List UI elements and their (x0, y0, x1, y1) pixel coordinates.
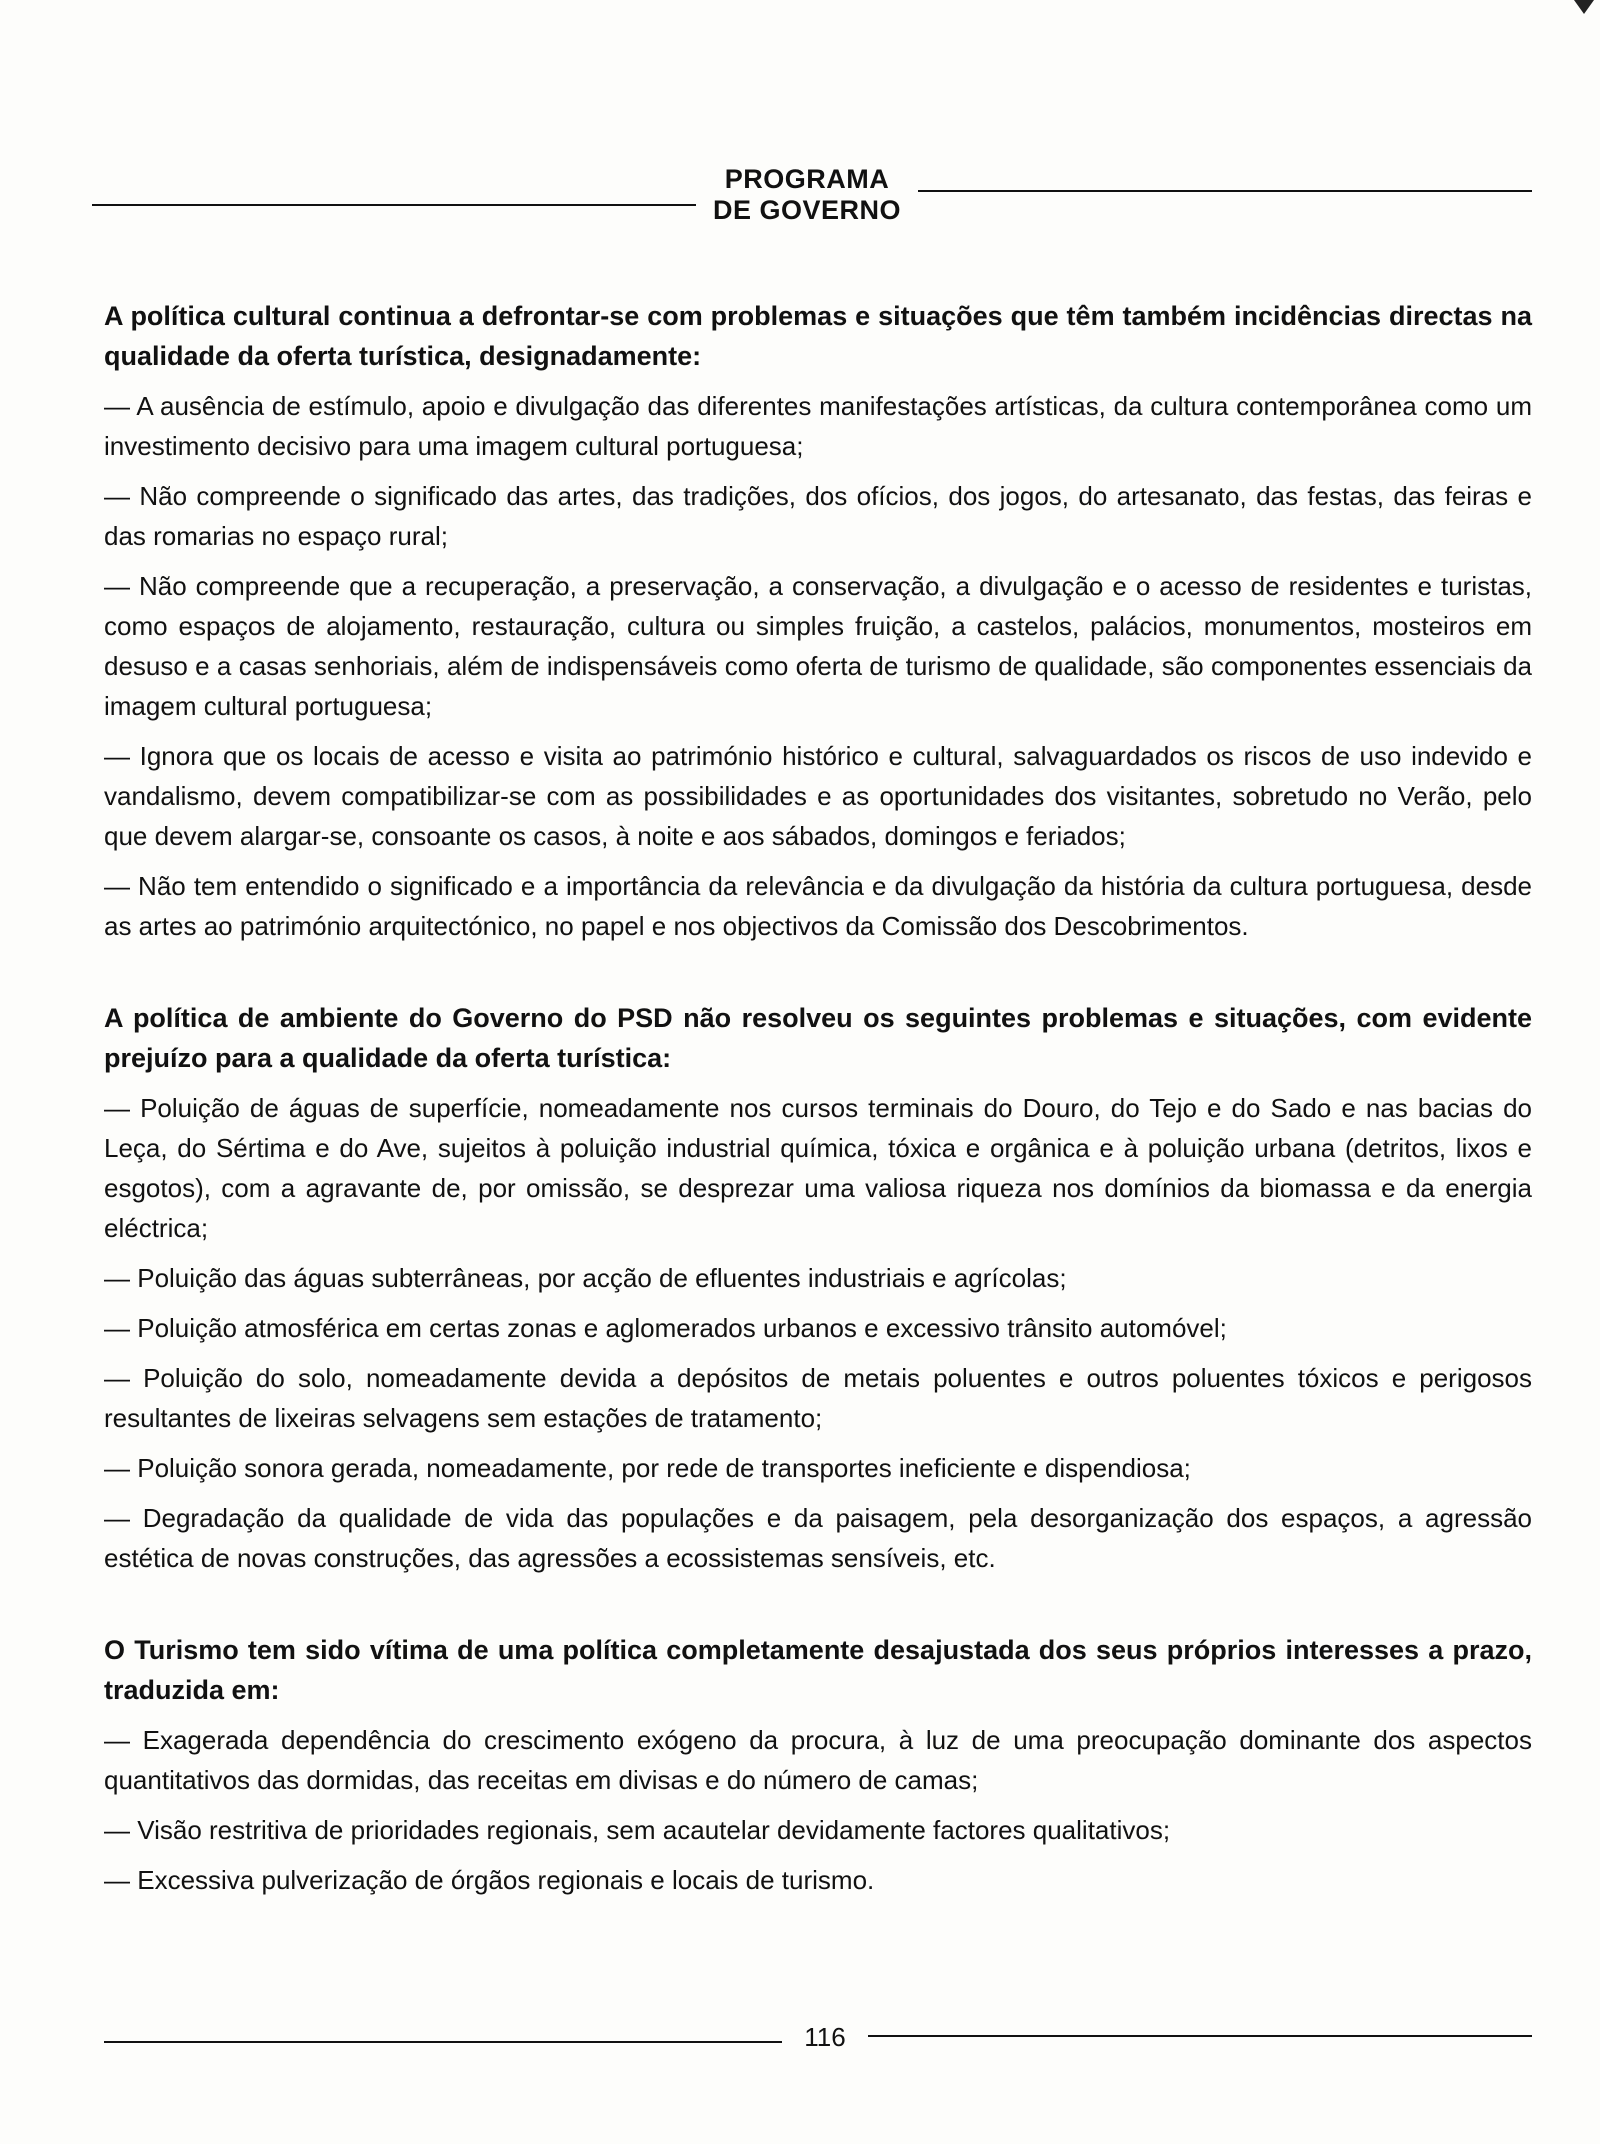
section-environment-policy (104, 998, 1532, 1578)
page-number: 116 (804, 2022, 846, 2052)
list-item: — Não compreende que a recuperação, a preservação, a conservação, a divulgação e o acesso de residentes e turistas, como espaços de alojamento, restauração, cultura ou simples fruição, a castelos, palácios, monumentos, mosteiros em desuso e a casas senhoriais, além de indispensáveis como oferta de turismo de qualidade, são componentes essenciais da imagem cultural portuguesa; (104, 571, 1532, 721)
footer-rule-right (868, 2035, 1532, 2037)
page-footer (104, 2020, 1532, 2060)
section-intro: A política de ambiente do Governo do PSD não resolveu os seguintes problemas e situações, com evidente prejuízo para a qualidade da oferta turística: (104, 1003, 1532, 1073)
header-rule-left (92, 204, 696, 206)
list-item: — Excessiva pulverização de órgãos regionais e locais de turismo. (104, 1865, 875, 1895)
list-item: — Não compreende o significado das artes, das tradições, dos ofícios, dos jogos, do artesanato, das festas, das feiras e das romarias no espaço rural; (104, 481, 1532, 551)
section-intro: A política cultural continua a defrontar-se com problemas e situações que têm também incidências directas na qualidade da oferta turística, designadamente: (104, 301, 1532, 371)
header-rule-right (918, 190, 1532, 192)
header-title-line-2: DE GOVERNO (712, 195, 902, 225)
list-item: — Poluição das águas subterrâneas, por acção de efluentes industriais e agrícolas; (104, 1263, 1067, 1293)
footer-rule-left (104, 2041, 782, 2043)
section-tourism-policy (104, 1630, 1532, 1900)
list-item: — Poluição sonora gerada, nomeadamente, por rede de transportes ineficiente e dispendiosa; (104, 1453, 1191, 1483)
list-item: — Ignora que os locais de acesso e visita ao património histórico e cultural, salvaguardados os riscos de uso indevido e vandalismo, devem compatibilizar-se com as possibilidades e as oportunidades dos visitantes, sobretudo no Verão, pelo que devem alargar-se, consoante os casos, à noite e aos sábados, domingos e feriados; (104, 741, 1532, 851)
section-intro: O Turismo tem sido vítima de uma política completamente desajustada dos seus próprios interesses a prazo, traduzida em: (104, 1635, 1532, 1705)
page-header (92, 162, 1532, 232)
list-item: — Poluição de águas de superfície, nomeadamente nos cursos terminais do Douro, do Tejo e do Sado e nas bacias do Leça, do Sértima e do Ave, sujeitos à poluição industrial química, tóxica e orgânica e à poluição urbana (detritos, lixos e esgotos), com a agravante de, por omissão, se desprezar uma valiosa riqueza nos domínios da biomassa e da energia eléctrica; (104, 1093, 1532, 1243)
list-item: — Não tem entendido o significado e a importância da relevância e da divulgação da história da cultura portuguesa, desde as artes ao património arquitectónico, no papel e nos objectivos da Comissão dos Descobrimentos. (104, 871, 1532, 941)
corner-mark (1574, 0, 1594, 14)
section-cultural-policy (104, 296, 1532, 946)
document-body (104, 296, 1532, 1910)
list-item: — A ausência de estímulo, apoio e divulgação das diferentes manifestações artísticas, da cultura contemporânea como um investimento decisivo para uma imagem cultural portuguesa; (104, 391, 1532, 461)
list-item: — Exagerada dependência do crescimento exógeno da procura, à luz de uma preocupação dominante dos aspectos quantitativos das dormidas, das receitas em divisas e do número de camas; (104, 1725, 1532, 1795)
header-title (696, 164, 918, 226)
list-item: — Poluição do solo, nomeadamente devida a depósitos de metais poluentes e outros poluentes tóxicos e perigosos resultantes de lixeiras selvagens sem estações de tratamento; (104, 1363, 1532, 1433)
header-title-line-1: PROGRAMA (724, 164, 890, 194)
list-item: — Visão restritiva de prioridades regionais, sem acautelar devidamente factores qualitativos; (104, 1815, 1171, 1845)
list-item: — Degradação da qualidade de vida das populações e da paisagem, pela desorganização dos espaços, a agressão estética de novas construções, das agressões a ecossistemas sensíveis, etc. (104, 1503, 1532, 1573)
list-item: — Poluição atmosférica em certas zonas e aglomerados urbanos e excessivo trânsito automóvel; (104, 1313, 1227, 1343)
